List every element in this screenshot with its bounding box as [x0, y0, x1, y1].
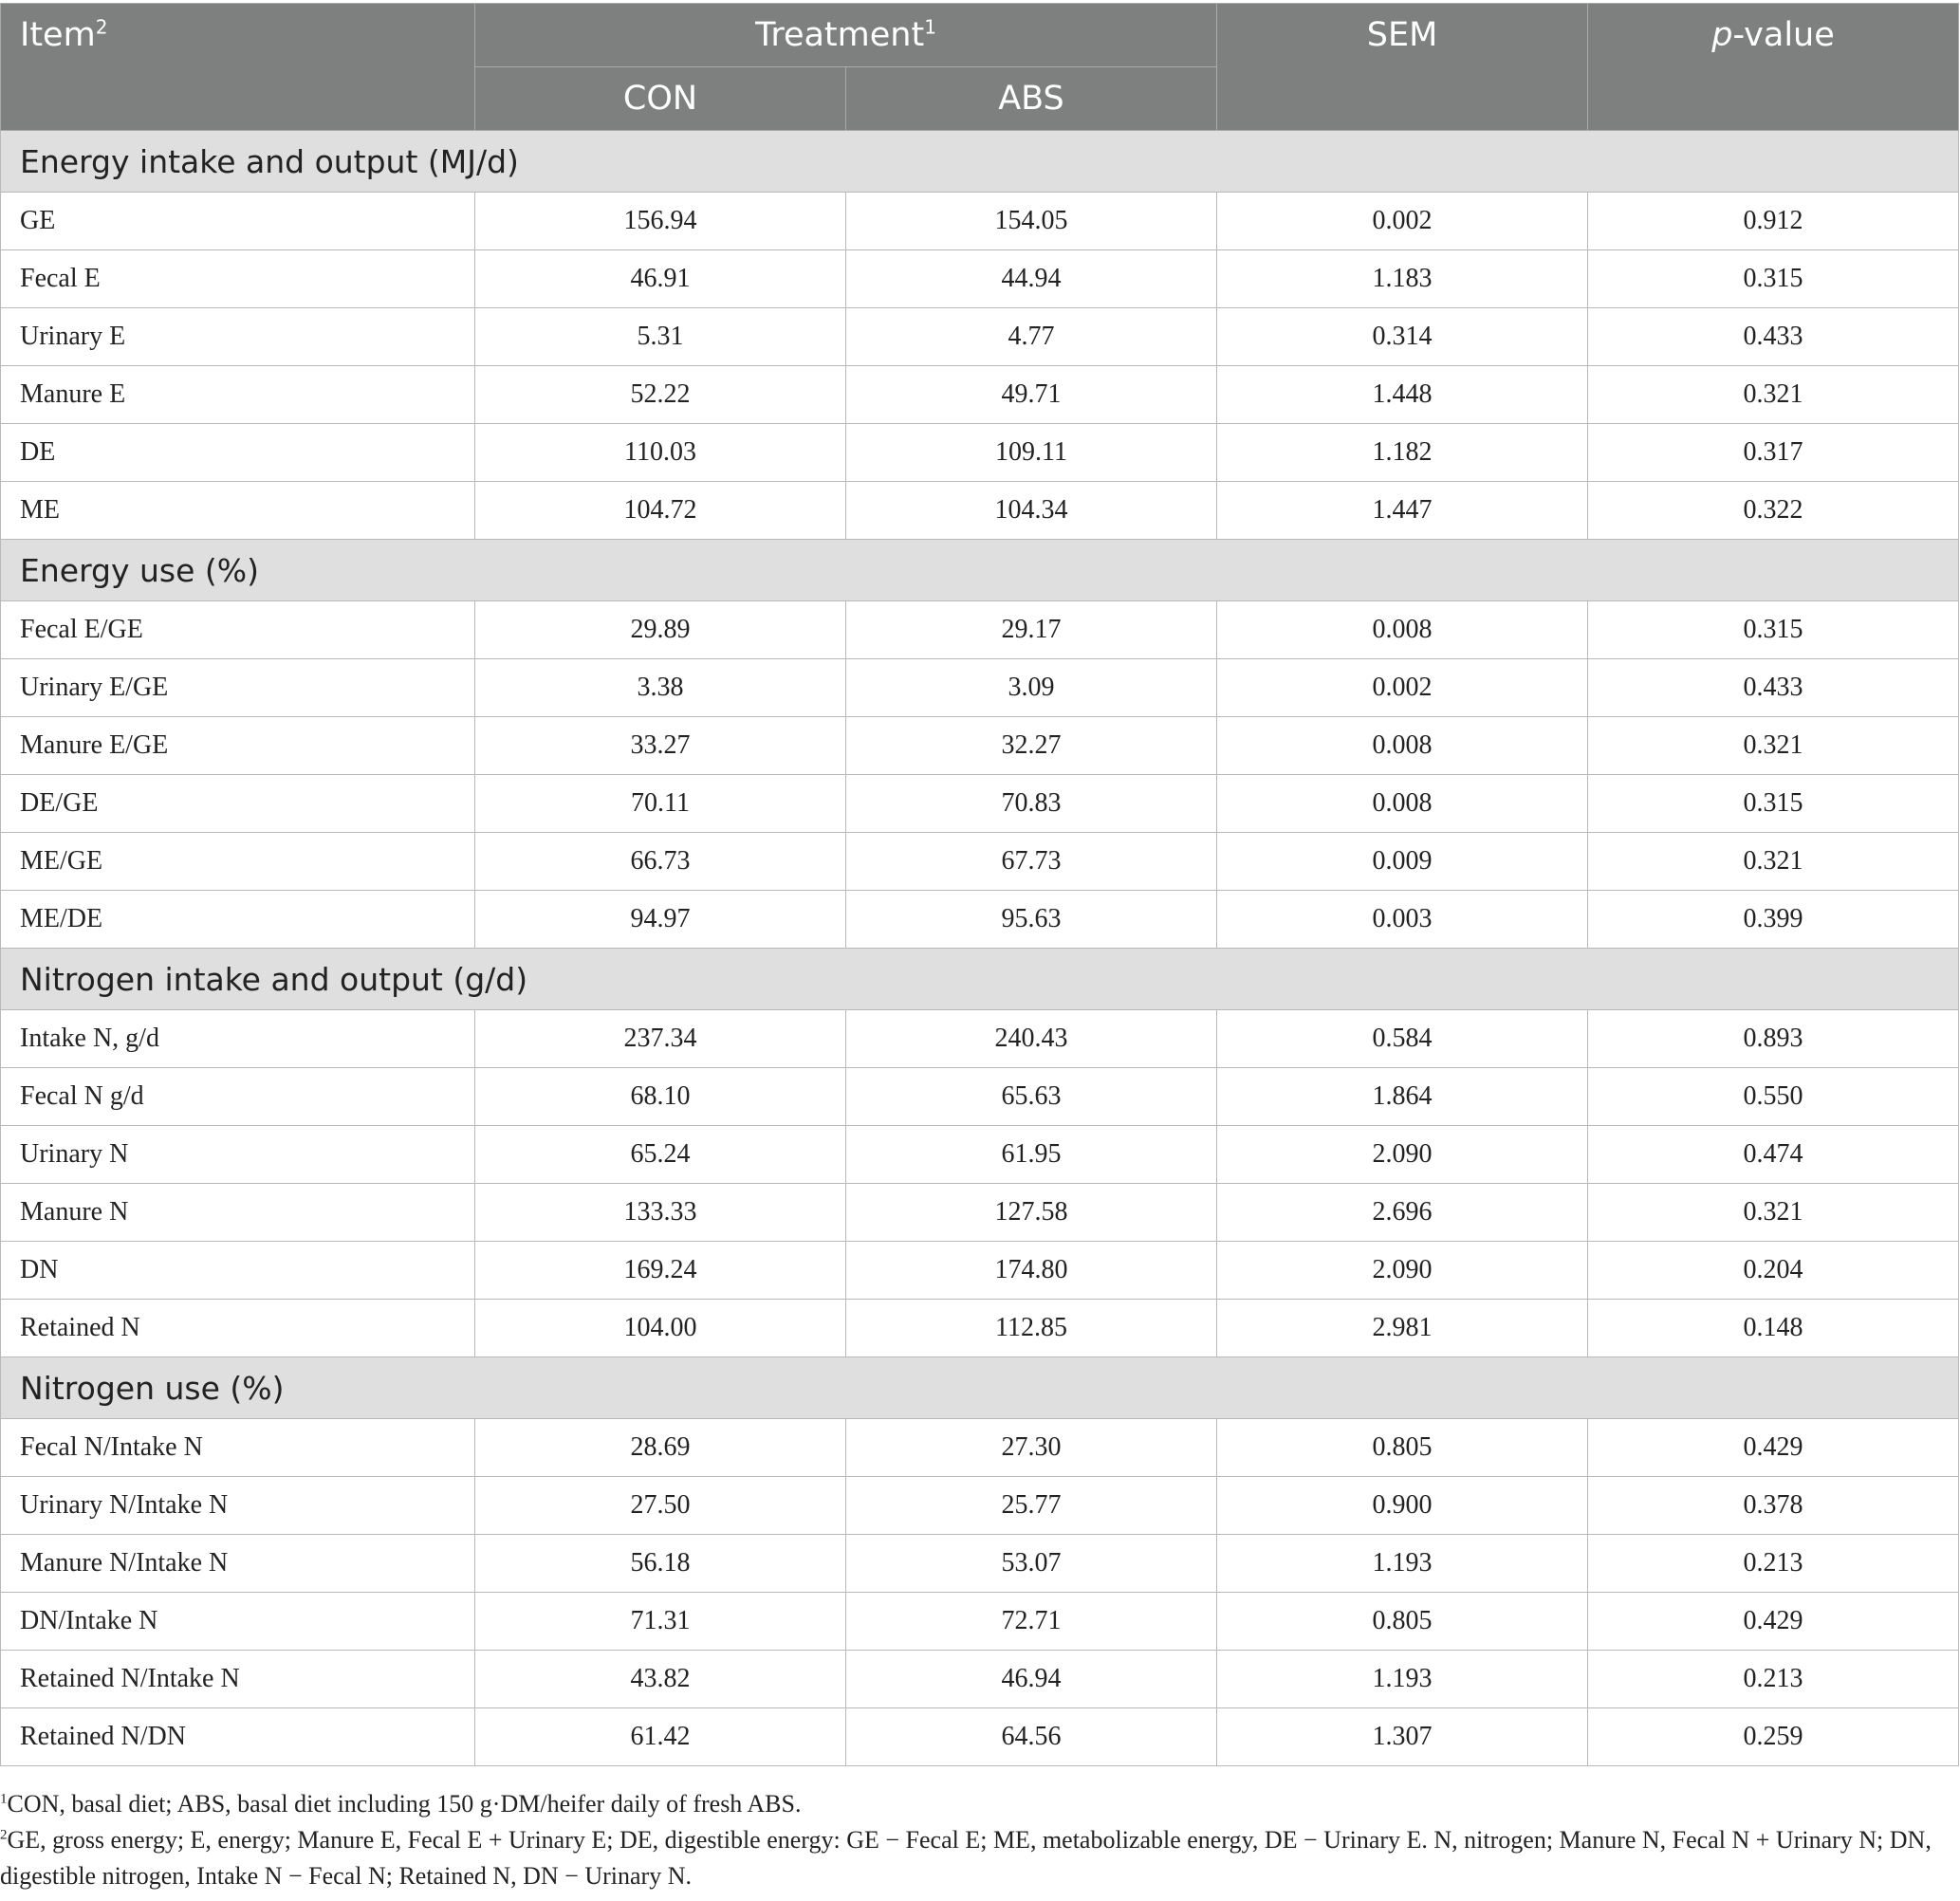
cell-con: 70.11 — [475, 775, 846, 833]
cell-p: 0.322 — [1588, 482, 1959, 540]
cell-abs: 154.05 — [846, 193, 1217, 250]
cell-con: 110.03 — [475, 424, 846, 482]
cell-p: 0.912 — [1588, 193, 1959, 250]
cell-abs: 72.71 — [846, 1593, 1217, 1651]
section-title: Energy use (%) — [1, 540, 1959, 601]
header-treatment-sup: 1 — [924, 15, 936, 39]
cell-p: 0.315 — [1588, 775, 1959, 833]
cell-con: 94.97 — [475, 891, 846, 949]
table-row — [1, 891, 1959, 949]
cell-abs: 53.07 — [846, 1535, 1217, 1593]
cell-con: 156.94 — [475, 193, 846, 250]
data-table — [0, 3, 1959, 1766]
header-abs: ABS — [846, 67, 1217, 131]
cell-abs: 240.43 — [846, 1010, 1217, 1068]
section-title: Nitrogen intake and output (g/d) — [1, 949, 1959, 1010]
cell-sem: 1.864 — [1217, 1068, 1588, 1126]
table-row — [1, 308, 1959, 366]
cell-abs: 109.11 — [846, 424, 1217, 482]
table-row — [1, 1242, 1959, 1300]
cell-item: DN/Intake N — [1, 1593, 475, 1651]
cell-item: Retained N/DN — [1, 1708, 475, 1766]
cell-con: 33.27 — [475, 717, 846, 775]
header-treatment — [475, 4, 1217, 67]
cell-item: DE/GE — [1, 775, 475, 833]
cell-item: GE — [1, 193, 475, 250]
footnote-marker: 2 — [0, 1827, 8, 1843]
cell-sem: 1.447 — [1217, 482, 1588, 540]
footnote — [0, 1822, 1954, 1894]
cell-abs: 127.58 — [846, 1184, 1217, 1242]
cell-item: Fecal E/GE — [1, 601, 475, 659]
cell-con: 43.82 — [475, 1651, 846, 1708]
cell-abs: 27.30 — [846, 1419, 1217, 1477]
table-container — [0, 3, 1958, 1766]
cell-con: 28.69 — [475, 1419, 846, 1477]
cell-sem: 0.002 — [1217, 193, 1588, 250]
cell-abs: 46.94 — [846, 1651, 1217, 1708]
section-title: Nitrogen use (%) — [1, 1357, 1959, 1419]
cell-sem: 2.696 — [1217, 1184, 1588, 1242]
cell-con: 61.42 — [475, 1708, 846, 1766]
section-row — [1, 131, 1959, 193]
cell-con: 52.22 — [475, 366, 846, 424]
table-row — [1, 1068, 1959, 1126]
cell-sem: 1.193 — [1217, 1651, 1588, 1708]
cell-con: 169.24 — [475, 1242, 846, 1300]
cell-abs: 49.71 — [846, 366, 1217, 424]
table-row — [1, 482, 1959, 540]
header-item-label: Item — [20, 16, 96, 54]
cell-p: 0.399 — [1588, 891, 1959, 949]
cell-item: Retained N/Intake N — [1, 1651, 475, 1708]
cell-con: 68.10 — [475, 1068, 846, 1126]
section-row — [1, 949, 1959, 1010]
section-row — [1, 1357, 1959, 1419]
cell-abs: 174.80 — [846, 1242, 1217, 1300]
table-row — [1, 1300, 1959, 1357]
header-item — [1, 4, 475, 131]
cell-item: Retained N — [1, 1300, 475, 1357]
table-body — [1, 131, 1959, 1766]
cell-abs: 32.27 — [846, 717, 1217, 775]
cell-item: Fecal N/Intake N — [1, 1419, 475, 1477]
table-row — [1, 1593, 1959, 1651]
cell-sem: 1.193 — [1217, 1535, 1588, 1593]
cell-item: Urinary E/GE — [1, 659, 475, 717]
header-row-top — [1, 4, 1959, 67]
cell-item: ME — [1, 482, 475, 540]
cell-item: Urinary E — [1, 308, 475, 366]
cell-sem: 2.090 — [1217, 1242, 1588, 1300]
table-row — [1, 717, 1959, 775]
table-row — [1, 1419, 1959, 1477]
cell-p: 0.259 — [1588, 1708, 1959, 1766]
header-treatment-label: Treatment — [755, 16, 925, 54]
header-sem — [1217, 4, 1588, 131]
cell-sem: 0.805 — [1217, 1593, 1588, 1651]
footnote-marker: 1 — [0, 1791, 8, 1807]
cell-p: 0.550 — [1588, 1068, 1959, 1126]
cell-abs: 29.17 — [846, 601, 1217, 659]
table-row — [1, 366, 1959, 424]
cell-item: Manure E — [1, 366, 475, 424]
cell-sem: 0.805 — [1217, 1419, 1588, 1477]
table-row — [1, 1708, 1959, 1766]
cell-con: 56.18 — [475, 1535, 846, 1593]
table-row — [1, 1126, 1959, 1184]
cell-con: 133.33 — [475, 1184, 846, 1242]
table-header — [1, 4, 1959, 131]
cell-con: 71.31 — [475, 1593, 846, 1651]
cell-p: 0.321 — [1588, 1184, 1959, 1242]
cell-con: 66.73 — [475, 833, 846, 891]
section-title: Energy intake and output (MJ/d) — [1, 131, 1959, 193]
cell-sem: 2.981 — [1217, 1300, 1588, 1357]
cell-sem: 1.307 — [1217, 1708, 1588, 1766]
cell-p: 0.148 — [1588, 1300, 1959, 1357]
cell-p: 0.893 — [1588, 1010, 1959, 1068]
cell-p: 0.204 — [1588, 1242, 1959, 1300]
header-sem-label: SEM — [1366, 16, 1438, 54]
table-row — [1, 250, 1959, 308]
cell-sem: 1.448 — [1217, 366, 1588, 424]
cell-p: 0.213 — [1588, 1651, 1959, 1708]
cell-item: Manure E/GE — [1, 717, 475, 775]
cell-con: 29.89 — [475, 601, 846, 659]
table-row — [1, 1651, 1959, 1708]
header-con: CON — [475, 67, 846, 131]
cell-con: 46.91 — [475, 250, 846, 308]
cell-sem: 0.003 — [1217, 891, 1588, 949]
cell-abs: 104.34 — [846, 482, 1217, 540]
cell-sem: 0.002 — [1217, 659, 1588, 717]
cell-abs: 67.73 — [846, 833, 1217, 891]
header-p-italic: p — [1711, 16, 1733, 54]
section-row — [1, 540, 1959, 601]
cell-sem: 0.008 — [1217, 717, 1588, 775]
cell-abs: 65.63 — [846, 1068, 1217, 1126]
cell-con: 5.31 — [475, 308, 846, 366]
cell-item: Fecal N g/d — [1, 1068, 475, 1126]
table-row — [1, 833, 1959, 891]
cell-sem: 0.008 — [1217, 775, 1588, 833]
header-item-sup: 2 — [95, 15, 108, 39]
cell-item: DE — [1, 424, 475, 482]
header-p-value — [1588, 4, 1959, 131]
cell-con: 104.00 — [475, 1300, 846, 1357]
table-row — [1, 1184, 1959, 1242]
cell-sem: 0.900 — [1217, 1477, 1588, 1535]
cell-p: 0.433 — [1588, 659, 1959, 717]
cell-p: 0.321 — [1588, 366, 1959, 424]
cell-con: 65.24 — [475, 1126, 846, 1184]
cell-abs: 112.85 — [846, 1300, 1217, 1357]
cell-p: 0.315 — [1588, 601, 1959, 659]
cell-item: ME/DE — [1, 891, 475, 949]
cell-con: 104.72 — [475, 482, 846, 540]
cell-sem: 0.009 — [1217, 833, 1588, 891]
cell-item: Manure N/Intake N — [1, 1535, 475, 1593]
cell-item: Urinary N/Intake N — [1, 1477, 475, 1535]
cell-p: 0.213 — [1588, 1535, 1959, 1593]
cell-sem: 2.090 — [1217, 1126, 1588, 1184]
footnote-text: GE, gross energy; E, energy; Manure E, Fecal E + Urinary E; DE, digestible energy: GE − Fecal E; ME, metabolizable energy, DE − Urinary E. N, nitrogen; Manure N, Fecal N + Urinary N; DN, digestible nitrogen, Intake N − Fecal N; Retained N, DN − Urinary N. — [0, 1826, 1932, 1890]
cell-item: DN — [1, 1242, 475, 1300]
cell-sem: 1.183 — [1217, 250, 1588, 308]
cell-p: 0.429 — [1588, 1419, 1959, 1477]
footnotes — [0, 1786, 1954, 1894]
footnote-text: CON, basal diet; ABS, basal diet including 150 g·DM/heifer daily of fresh ABS. — [7, 1790, 802, 1818]
table-row — [1, 601, 1959, 659]
table-row — [1, 659, 1959, 717]
table-row — [1, 193, 1959, 250]
cell-p: 0.321 — [1588, 717, 1959, 775]
cell-p: 0.321 — [1588, 833, 1959, 891]
table-row — [1, 1010, 1959, 1068]
cell-p: 0.378 — [1588, 1477, 1959, 1535]
cell-sem: 0.584 — [1217, 1010, 1588, 1068]
cell-abs: 61.95 — [846, 1126, 1217, 1184]
footnote — [0, 1786, 1954, 1822]
cell-sem: 0.008 — [1217, 601, 1588, 659]
table-row — [1, 775, 1959, 833]
cell-p: 0.317 — [1588, 424, 1959, 482]
cell-item: Urinary N — [1, 1126, 475, 1184]
cell-p: 0.315 — [1588, 250, 1959, 308]
cell-abs: 25.77 — [846, 1477, 1217, 1535]
cell-p: 0.429 — [1588, 1593, 1959, 1651]
cell-abs: 64.56 — [846, 1708, 1217, 1766]
table-row — [1, 424, 1959, 482]
cell-item: Fecal E — [1, 250, 475, 308]
table-row — [1, 1477, 1959, 1535]
cell-item: Intake N, g/d — [1, 1010, 475, 1068]
cell-abs: 4.77 — [846, 308, 1217, 366]
cell-abs: 44.94 — [846, 250, 1217, 308]
cell-p: 0.433 — [1588, 308, 1959, 366]
cell-sem: 1.182 — [1217, 424, 1588, 482]
cell-con: 27.50 — [475, 1477, 846, 1535]
cell-abs: 95.63 — [846, 891, 1217, 949]
table-row — [1, 1535, 1959, 1593]
cell-item: Manure N — [1, 1184, 475, 1242]
cell-con: 237.34 — [475, 1010, 846, 1068]
cell-abs: 70.83 — [846, 775, 1217, 833]
cell-con: 3.38 — [475, 659, 846, 717]
cell-sem: 0.314 — [1217, 308, 1588, 366]
cell-p: 0.474 — [1588, 1126, 1959, 1184]
cell-abs: 3.09 — [846, 659, 1217, 717]
header-p-rest: -value — [1732, 16, 1835, 54]
cell-item: ME/GE — [1, 833, 475, 891]
